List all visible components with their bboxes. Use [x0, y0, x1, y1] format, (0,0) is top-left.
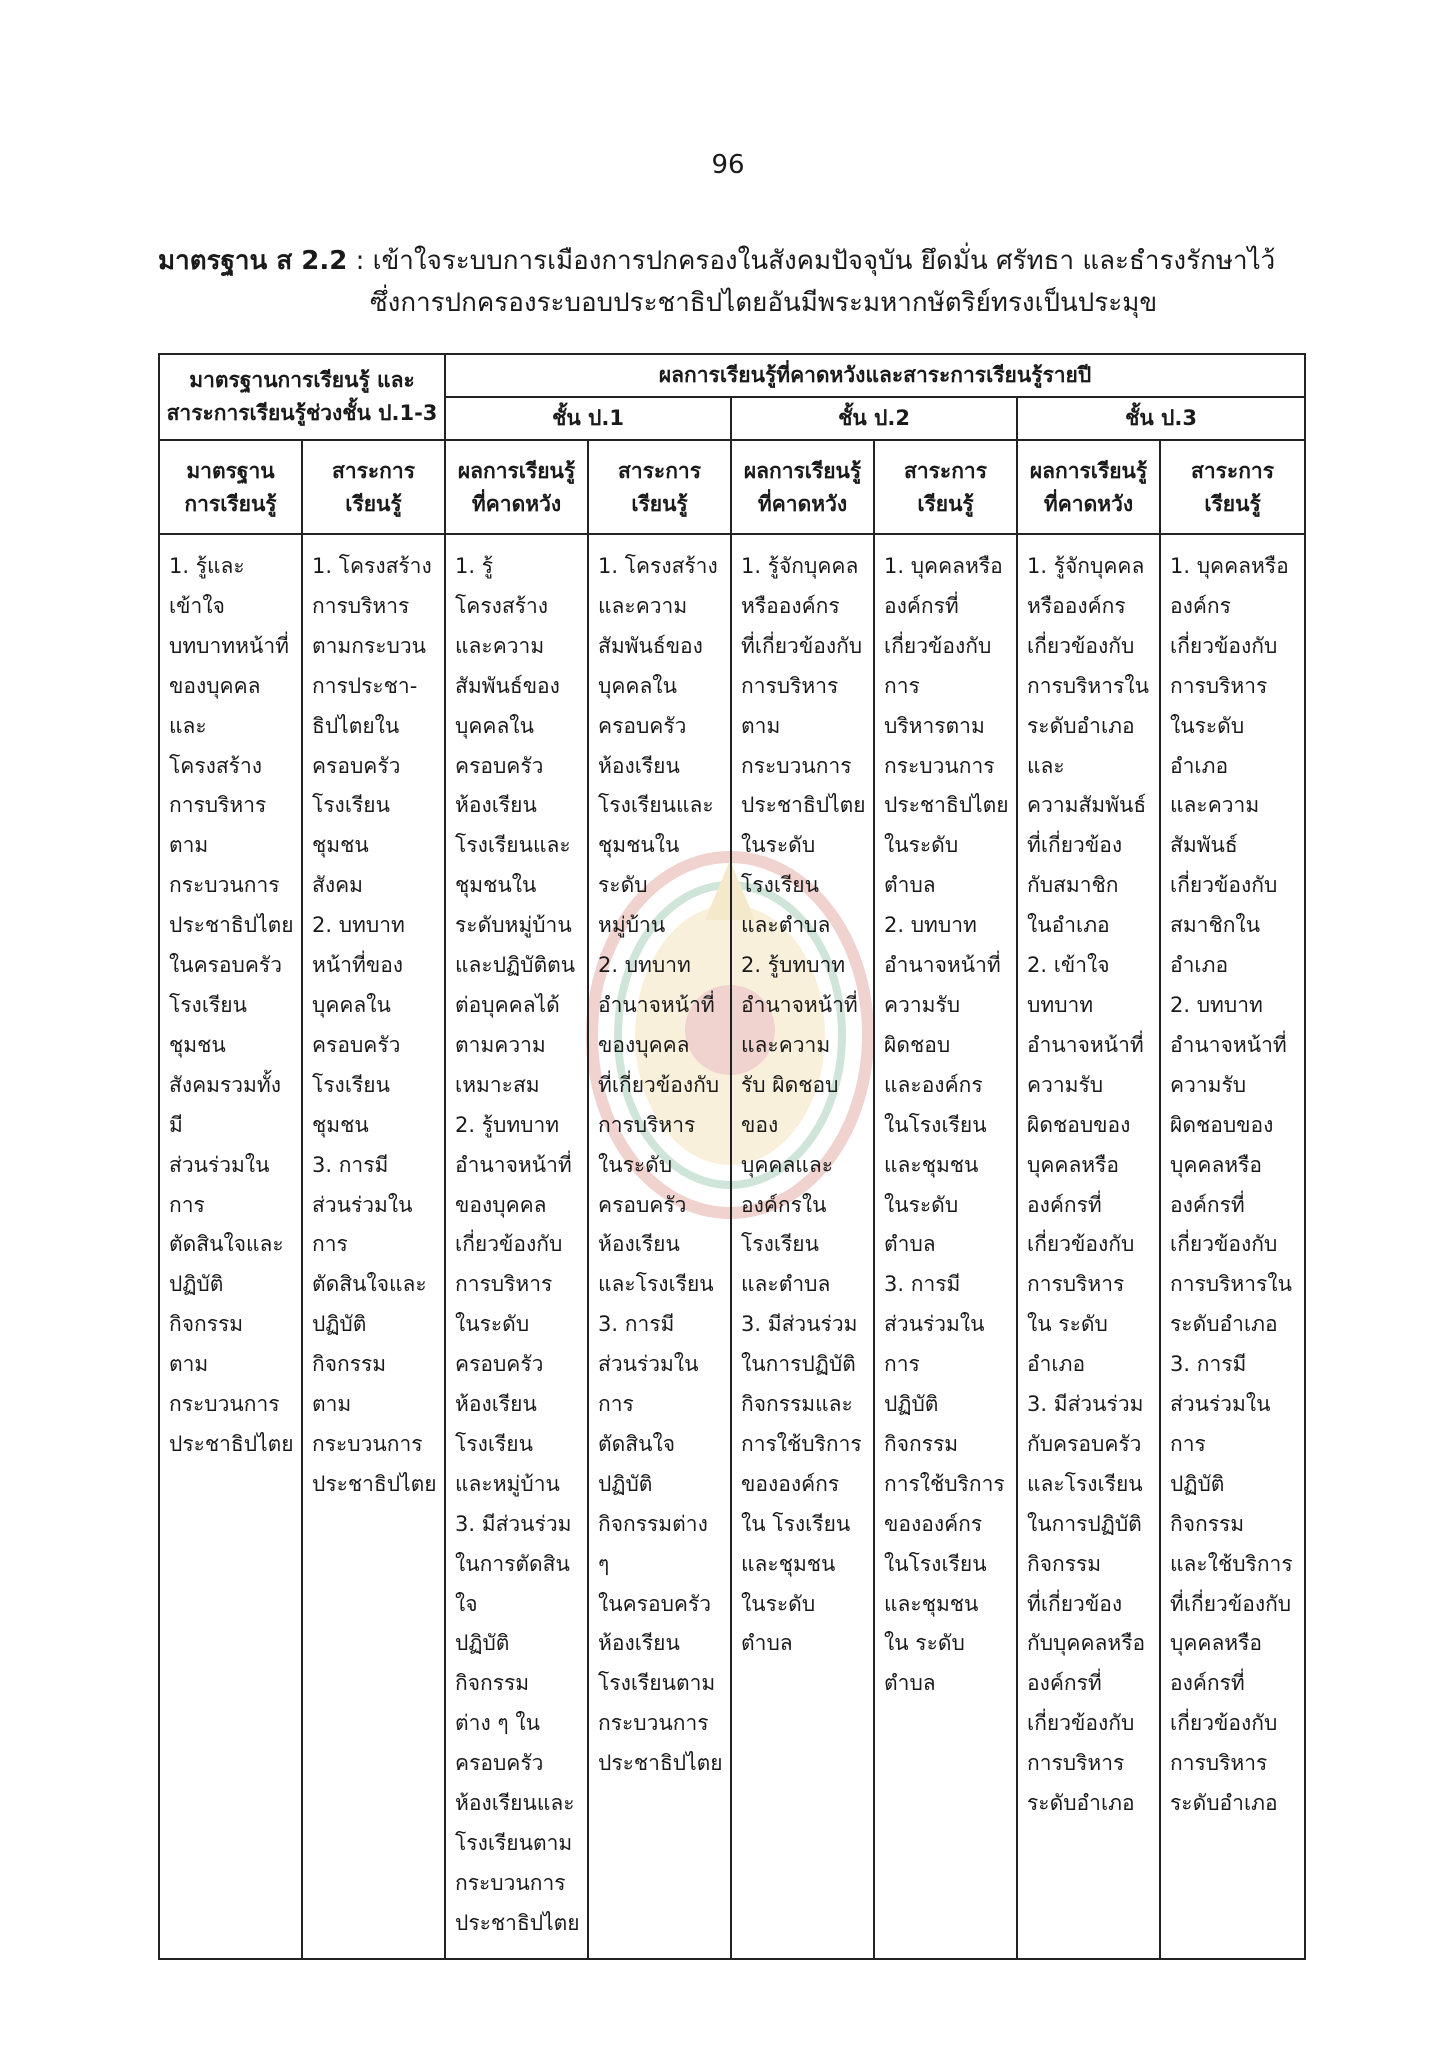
table-cell: 1. บุคคลหรือ องค์กร เกี่ยวข้องกับ การบริหาร ในระดับอำเภอ และความ สัมพันธ์ เกี่ยวข้องกับ สมาชิกใน อำเภอ 2. บทบาท อำนาจหน้าที่ ความรับ ผิดชอบของ บุคคลหรือ องค์กรที่ เกี่ยวข้องกับ การบริหารใน ระดับอำเภอ 3. การมี ส่วนร่วมในการ ปฏิบัติกิจกรรม และใช้บริการ ที่เกี่ยวข้องกับ บุคคลหรือ องค์กรที่ เกี่ยวข้องกับ การบริหาร ระดับอำเภอ — [1160, 534, 1305, 1959]
standard-label: มาตรฐาน ส 2.2 — [158, 246, 348, 276]
column-header: ผลการเรียนรู้ ที่คาดหวัง — [731, 440, 874, 534]
header-grade-1: ชั้น ป.1 — [445, 397, 731, 440]
curriculum-table — [158, 353, 1306, 1960]
column-header: ผลการเรียนรู้ ที่คาดหวัง — [1017, 440, 1160, 534]
column-header: สาระการ เรียนรู้ — [302, 440, 445, 534]
table-cell: 1. รู้จักบุคคล หรือองค์กร เกี่ยวข้องกับ การบริหารใน ระดับอำเภอและ ความสัมพันธ์ ที่เกี่ยวข้อง กับสมาชิก ในอำเภอ 2. เข้าใจ บทบาท อำนาจหน้าที่ ความรับ ผิดชอบของ บุคคลหรือ องค์กรที่ เกี่ยวข้องกับ การบริหาร ใน ระดับอำเภอ 3. มีส่วนร่วม กับครอบครัว และโรงเรียน ในการปฏิบัติ กิจกรรม ที่เกี่ยวข้อง กับบุคคลหรือ องค์กรที่ เกี่ยวข้องกับ การบริหาร ระดับอำเภอ — [1017, 534, 1160, 1959]
column-header: สาระการ เรียนรู้ — [1160, 440, 1305, 534]
header-grade-2: ชั้น ป.2 — [731, 397, 1017, 440]
table-cell: 1. รู้จักบุคคล หรือองค์กร ที่เกี่ยวข้องกับ การบริหารตาม กระบวนการ ประชาธิปไตย ในระดับ โรงเรียน และตำบล 2. รู้บทบาท อำนาจหน้าที่ และความ รับ ผิดชอบของ บุคคลและ องค์กรใน โรงเรียน และตำบล 3. มีส่วนร่วม ในการปฏิบัติ กิจกรรมและ การใช้บริการ ขององค์กร ใน โรงเรียน และชุมชน ในระดับตำบล — [731, 534, 874, 1959]
table-row — [159, 534, 1305, 1959]
header-learning-standards: มาตรฐานการเรียนรู้ และ สาระการเรียนรู้ช่วงชั้น ป.1-3 — [159, 354, 445, 440]
column-header: สาระการ เรียนรู้ — [874, 440, 1017, 534]
header-grade-3: ชั้น ป.3 — [1017, 397, 1305, 440]
standard-line-1 — [158, 240, 1318, 282]
standard-separator: : — [355, 246, 365, 276]
table-cell: 1. โครงสร้าง และความ สัมพันธ์ของ บุคคลใน ครอบครัว ห้องเรียน โรงเรียนและ ชุมชนในระดับ หมู่บ้าน 2. บทบาท อำนาจหน้าที่ ของบุคคล ที่เกี่ยวข้องกับ การบริหาร ในระดับ ครอบครัว ห้องเรียน และโรงเรียน 3. การมี ส่วนร่วมในการ ตัดสินใจปฏิบัติ กิจกรรมต่าง ๆ ในครอบครัว ห้องเรียน โรงเรียนตาม กระบวนการ ประชาธิปไตย — [588, 534, 731, 1959]
standard-text-1: เข้าใจระบบการเมืองการปกครองในสังคมปัจจุบัน ยึดมั่น ศรัทธา และธำรงรักษาไว้ — [372, 246, 1276, 276]
table-cell: 1. โครงสร้าง การบริหาร ตามกระบวน การประชา- ธิปไตยใน ครอบครัว โรงเรียน ชุมชน สังคม 2. บทบาท หน้าที่ของ บุคคลใน ครอบครัว โรงเรียน ชุมชน 3. การมี ส่วนร่วมในการ ตัดสินใจและ ปฏิบัติกิจกรรม ตามกระบวนการ ประชาธิปไตย — [302, 534, 445, 1959]
column-header: สาระการ เรียนรู้ — [588, 440, 731, 534]
column-header: ผลการเรียนรู้ ที่คาดหวัง — [445, 440, 588, 534]
standard-heading — [158, 240, 1318, 324]
page-number: 96 — [711, 150, 745, 180]
table-cell: 1. รู้โครงสร้าง และความ สัมพันธ์ของ บุคคลใน ครอบครัว ห้องเรียน โรงเรียนและ ชุมชนใน ระดับหมู่บ้าน และปฏิบัติตน ต่อบุคคลได้ ตามความ เหมาะสม 2. รู้บทบาท อำนาจหน้าที่ ของบุคคล เกี่ยวข้องกับ การบริหาร ในระดับ ครอบครัว ห้องเรียน โรงเรียน และหมู่บ้าน 3. มีส่วนร่วม ในการตัดสินใจ ปฏิบัติกิจกรรม ต่าง ๆ ใน ครอบครัว ห้องเรียนและ โรงเรียนตาม กระบวนการ ประชาธิปไตย — [445, 534, 588, 1959]
table-cell: 1. รู้และเข้าใจ บทบาทหน้าที่ ของบุคคล และโครงสร้าง การบริหารตาม กระบวนการ ประชาธิปไตย ในครอบครัว โรงเรียน ชุมชน สังคมรวมทั้งมี ส่วนร่วมในการ ตัดสินใจและ ปฏิบัติกิจกรรม ตามกระบวนการ ประชาธิปไตย — [159, 534, 302, 1959]
column-header: มาตรฐาน การเรียนรู้ — [159, 440, 302, 534]
table-cell: 1. บุคคลหรือ องค์กรที่ เกี่ยวข้องกับการ บริหารตาม กระบวนการ ประชาธิปไตย ในระดับตำบล 2. บทบาท อำนาจหน้าที่ ความรับ ผิดชอบ และองค์กร ในโรงเรียน และชุมชน ในระดับตำบล 3. การมี ส่วนร่วมในการ ปฏิบัติกิจกรรม การใช้บริการ ขององค์กร ในโรงเรียน และชุมชน ใน ระดับตำบล — [874, 534, 1017, 1959]
header-expected-outcomes: ผลการเรียนรู้ที่คาดหวังและสาระการเรียนรู้รายปี — [445, 354, 1305, 397]
standard-text-2: ซึ่งการปกครองระบอบประชาธิปไตยอันมีพระมหากษัตริย์ทรงเป็นประมุข — [370, 288, 1158, 318]
